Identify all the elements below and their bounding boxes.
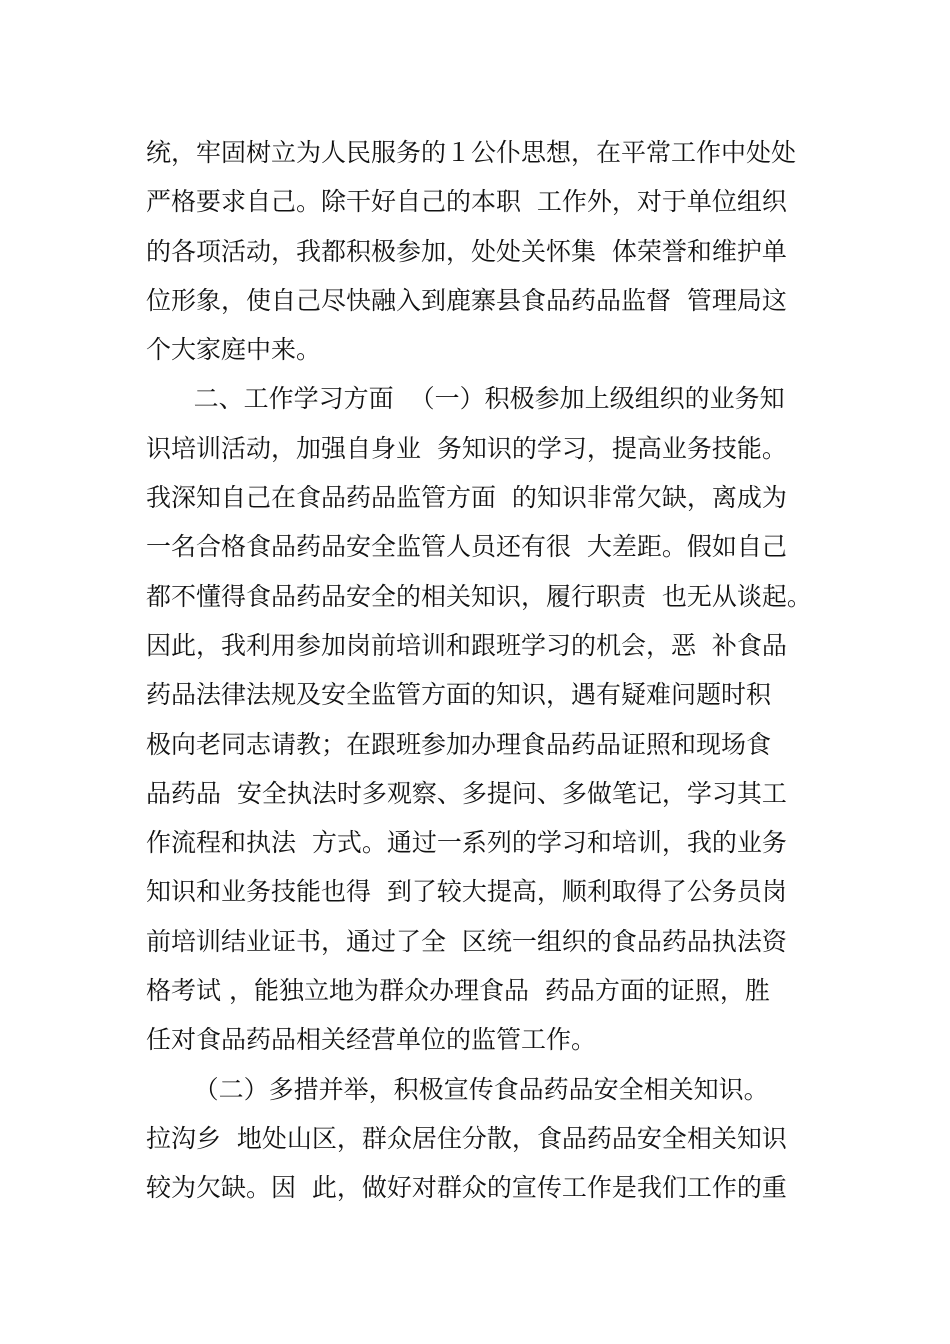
text-line: 个大家庭中来。 xyxy=(146,335,322,365)
text-line: 任对食品药品相关经营单位的监管工作。 xyxy=(146,1025,597,1055)
text-line: 格考试 ，能独立地为群众办理食品 药品方面的证照，胜 xyxy=(146,976,770,1006)
text-line: 严格要求自己。除干好自己的本职 工作外，对于单位组织 xyxy=(146,187,787,217)
text-line: 一名合格食品药品安全监管人员还有很 大差距。假如自己 xyxy=(146,532,787,562)
text-line: 作流程和执法 方式。通过一系列的学习和培训，我的业务 xyxy=(146,828,787,858)
text-line: 前培训结业证书，通过了全 区统一组织的食品药品执法资 xyxy=(146,926,787,956)
text-line: 我深知自己在食品药品监管方面 的知识非常欠缺，离成为 xyxy=(146,483,787,513)
text-line: 二、工作学习方面 （一）积极参加上级组织的业务知 xyxy=(146,384,785,414)
text-line: 较为欠缺。因 此，做好对群众的宣传工作是我们工作的重 xyxy=(146,1173,787,1203)
body-text xyxy=(146,128,826,1213)
text-line: 识培训活动，加强自身业 务知识的学习，提高业务技能。 xyxy=(146,433,787,463)
text-line: 因此，我利用参加岗前培训和跟班学习的机会，恶 补食品 xyxy=(146,630,787,660)
text-line: 品药品 安全执法时多观察、多提问、多做笔记，学习其工 xyxy=(146,778,787,808)
text-line: （二）多措并举，积极宣传食品药品安全相关知识。 xyxy=(146,1074,769,1104)
text-line: 位形象，使自己尽快融入到鹿寨县食品药品监督 管理局这 xyxy=(146,285,787,315)
text-line: 统，牢固树立为人民服务的１公仆思想，在平常工作中处处 xyxy=(146,138,797,167)
text-line: 极向老同志请教；在跟班参加办理食品药品证照和现场食 xyxy=(146,729,772,759)
text-line: 知识和业务技能也得 到了较大提高，顺利取得了公务员岗 xyxy=(146,877,787,907)
text-line: 都不懂得食品药品安全的相关知识，履行职责 也无从谈起。 xyxy=(146,581,812,611)
text-line: 的各项活动，我都积极参加，处处关怀集 体荣誉和维护单 xyxy=(146,236,787,266)
text-line: 拉沟乡 地处山区，群众居住分散，食品药品安全相关知识 xyxy=(146,1123,787,1153)
text-line: 药品法律法规及安全监管方面的知识，遇有疑难问题时积 xyxy=(146,680,772,710)
